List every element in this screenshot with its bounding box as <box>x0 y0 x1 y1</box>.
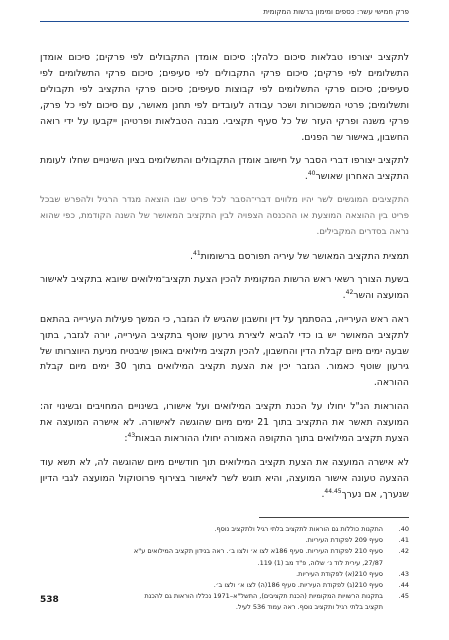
footnote-45 <box>40 591 409 602</box>
paragraph-text: התקציבים המוגשים לשר יהיו מלווים דברי־הסבר לכל פריט שבו הוצאה מגדר הרגיל ולהפרש שבכל פריט בין ההוצאה המוצעת או ההכנסה הצפויה לבין התקציב המאושר של השנה הקודמת, כפי שהוא נראה בסדרים המקבילים. <box>40 195 409 238</box>
paragraph-text: ההוראות הנ"ל יחולו על הכנת תקציב המילואים ועל אישורו, בשינויים המחויבים ובשינוי זה: המועצה תאשר את התקציב בתוך 21 ימים מיום שהוגשה לאישורה. לא אישרה המועצה את הצעת תקציב המילואים בתוך התקופה האמורה יחולו ההוראות הבאות <box>40 401 409 445</box>
footnote-ref[interactable]: 40 <box>307 170 316 178</box>
footnote-42-continued: 27/87, עירית לוד נ׳ שלוה, פ"ד מב (1) 119. <box>257 558 383 567</box>
footnote-rule <box>259 517 409 518</box>
paragraph-approval-rules: ההוראות הנ"ל יחולו על הכנת תקציב המילואים ועל אישורו, בשינויים המחויבים ובשינוי זה: המועצה תאשר את התקציב בתוך 21 ימים מיום שהוגשה לאישורה. לא אישרה המועצה את הצעת תקציב המילואים בתוך התקופה האמורה יחולו ההוראות הבאות$^{43}$: <box>40 401 409 445</box>
footnote-text: סעיף 210(א) לפקודת העיריות. <box>296 569 383 578</box>
paragraph-explanations: לתקציב יצורפו דברי הסבר על חישוב אומדן התקבולים והתשלומים בציון השינויים שחלו לעומת התקציב האחרון שאושר$^{40}$. <box>40 155 409 183</box>
paragraph-mayor-report <box>40 312 409 392</box>
paragraph-text: תמצית התקציב המאושר של עיריה תפורסם ברשומות <box>200 250 409 262</box>
paragraph-minister-budgets <box>40 193 409 241</box>
footnote-number: 42. <box>398 547 409 556</box>
paragraph-text: ראה ראש העירייה, בהסתמך על דין וחשבון שהגיש לו הגזבר, כי המשך פעילות העירייה בהתאם לתקציב המאושר יש בו כדי להביא ליצירת גירעון שוטף בתקציב העירייה, יורה לגזבר, בתוך שבעה ימים מיום קבלת הדין והחשבון, להכין תקציב מילואים באופן שיבטיח מניעת היווצרותו של גירעון שוטף כאמור. הגזבר יכין את הצעת תקציב המילואים בתוך 30 ימים מיום קבלת ההוראה. <box>40 313 409 389</box>
footnote-text: סעיף 210 לפקודת העיריות. סעיף 186א לצו א׳ ולצו ב׳. ראה בנידון תקציב המילואים ע"א <box>133 547 383 556</box>
footnote-ref[interactable]: 42 <box>345 288 354 296</box>
body-text <box>40 50 409 511</box>
footnote-number: 45. <box>398 592 409 601</box>
footnote-45-continued: תקציב בלתי רגיל ותקציב נוסף. ראה עמוד 536 לעיל. <box>235 603 383 612</box>
paragraph-supplementary-budget: בשעת הצורך רשאי ראש הרשות המקומית להכין הצעת תקציב־מילואים שיובא בתקציב לאישור המועצה והשר$^{42}$. <box>40 273 409 301</box>
footnote-number: 43. <box>398 569 409 578</box>
paragraph-text: לתקציב יצורפו דברי הסבר על חישוב אומדן התקבולים והתשלומים בציון השינויים שחלו לעומת התקציב האחרון שאושר <box>40 155 409 183</box>
paragraph-council-failure: לא אישרה המועצה את הצעת תקציב המילואים תוך חודשיים מיום שהוגשה לה, לא תשא עוד ההצעה טעונה אישור המועצה, והיא תוגש לשר לאישור בצירוף פרוטוקול המועצה לגבי הדיון שנערך, אם נערך$^{44.45}$. <box>40 456 409 500</box>
footnote-40 <box>40 524 409 535</box>
paragraph-publication: תמצית התקציב המאושר של עיריה תפורסם ברשומות$^{41}$. <box>190 249 409 262</box>
footnote-42 <box>40 546 409 557</box>
footnote-text: סעיף 210(ג) לפקודת העיריות. סעיף 186(ה) לצו א׳ ולצו ב׳. <box>213 581 383 590</box>
footnote-43 <box>40 569 409 580</box>
footnote-41 <box>40 535 409 546</box>
footnote-ref[interactable]: 43 <box>127 431 136 439</box>
footnote-number: 41. <box>398 536 409 545</box>
paragraph-text: בשעת הצורך רשאי ראש הרשות המקומית להכין הצעת תקציב־מילואים שיובא בתקציב לאישור המועצה והשר <box>40 273 409 301</box>
footnote-44 <box>40 580 409 591</box>
running-header: פרק חמישי עשר: כספים ומימון ברשות המקומית <box>263 7 409 16</box>
footnote-ref[interactable]: 41 <box>193 249 201 257</box>
paragraph-text: לתקציב יצורפו טבלאות סיכום כלהלן: סיכום אומדן התקבולים לפי פרקים; סיכום אומדן התשלומים לפי פרקים; סיכום פרקי התקבולים לפי סעיפים; סיכום פרקי התשלומים לפי סעיפים; סיכום פרקי התשלומים לפי קבוצות סעיפים; סיכום פרקי התקציב לפי תקבולים ותשלומים; פרטי המשכורות ושכר עבודה לעובדים לפי תחנן מאושר, עם סיכום לפי כל פרק, פרקי משנה ופרקי העזר של כל סעיף תקציבי. מבנה הטבלאות ופרטיהן ייקבעו על ידי רואה החשבון, באישור שר הפנים. <box>40 52 409 143</box>
footnote-number: 44. <box>398 581 409 590</box>
footnote-text: התקנות כוללות גם הוראות לתקציב בלתי רגיל ולתקציב נוסף. <box>214 525 383 533</box>
footnote-number: 40. <box>398 525 409 533</box>
header-rule <box>40 21 409 22</box>
paragraph-summary-tables <box>40 50 409 145</box>
footnote-ref[interactable]: 44.45 <box>324 487 342 495</box>
paragraph-text: לא אישרה המועצה את הצעת תקציב המילואים תוך חודשיים מיום שהוגשה לה, לא תשא עוד ההצעה טעונה אישור המועצה, והיא תוגש לשר לאישור בצירוף פרוטוקול המועצה לגבי הדיון שנערך, אם נערך <box>40 456 409 500</box>
footnote-text: סעיף 209 לפקודת העיריות. <box>305 536 383 545</box>
footnotes <box>40 524 409 614</box>
page-number: 538 <box>40 595 59 605</box>
footnote-text: בתקנות הרשויות המקומיות (הכנת תקציבים), התשל"א–1971 נכללו הוראות גם להכנת <box>144 592 383 601</box>
